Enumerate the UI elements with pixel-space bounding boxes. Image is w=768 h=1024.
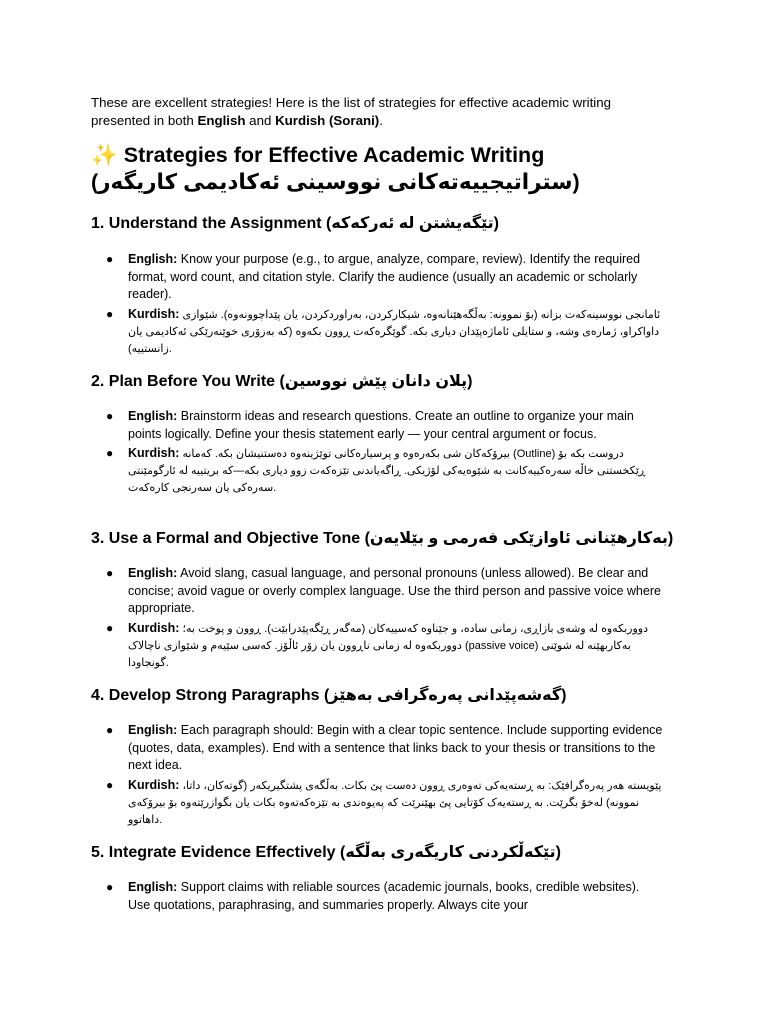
- section-3-english-item: [104, 565, 664, 618]
- title-line-kurdish: (ستراتیجییەتەکانی نووسینی ئەکادیمی کاریگەر): [91, 170, 580, 194]
- section-5-heading: 5. Integrate Evidence Effectively (تێکەڵکردنی کاریگەری بەڵگە): [91, 844, 561, 861]
- section-1-list: [104, 251, 664, 360]
- bullet-icon: ●: [106, 777, 114, 792]
- bullet-icon: ●: [106, 252, 114, 266]
- section-2-heading: 2. Plan Before You Write (پلان دانان پێش نووسین): [91, 373, 473, 390]
- sparkles-icon: ✨: [91, 143, 118, 167]
- section-4-list: [104, 722, 664, 831]
- kurdish-label: Kurdish:: [128, 777, 180, 792]
- section-5-list: [104, 879, 664, 916]
- kurdish-paragraph: [128, 777, 664, 829]
- title-line-english: [91, 142, 681, 169]
- section-1-heading: 1. Understand the Assignment (تێگەیشتن لە ئەرکەکە): [91, 215, 499, 232]
- bullet-icon: ●: [106, 880, 114, 894]
- english-label: English:: [128, 723, 178, 737]
- bullet-icon: ●: [106, 723, 114, 737]
- section-5-english-item: [104, 879, 664, 914]
- section-3-kurdish-item: [104, 620, 664, 672]
- english-label: English:: [128, 409, 178, 423]
- kurdish-text: پێویستە هەر پەرەگرافێک: بە ڕستەیەکی تەوەری ڕوون دەست پێ بکات. بەڵگەی پشتگیریکەر (گوتەکان، داتا، نموونە) لەخۆ بگرێت. بە ڕستەیەک کۆتایی پێ بهێنرێت کە پەیوەندی بە تێزەکەتەوە بکات یان بگوازرێتەوە بۆ بیرۆکەی داهاتوو.: [128, 779, 662, 826]
- english-text: Avoid slang, casual language, and personal pronouns (unless allowed). Be clear and concise; avoid vague or overly complex language. Use the third person and passive voice where appropriate.: [128, 566, 661, 615]
- kurdish-paragraph: [128, 445, 664, 497]
- bullet-icon: ●: [106, 566, 114, 580]
- kurdish-paragraph: [128, 306, 664, 358]
- kurdish-paragraph: [128, 620, 664, 672]
- section-1-english-item: [104, 251, 664, 304]
- intro-text-3: .: [379, 112, 383, 128]
- section-2-list: [104, 408, 664, 499]
- title-english-text: Strategies for Effective Academic Writing: [123, 143, 545, 167]
- section-3-heading: 3. Use a Formal and Objective Tone (بەکارهێنانی ئاوازێکی فەرمی و بێلایەن): [91, 530, 674, 547]
- section-4-english-item: [104, 722, 664, 775]
- kurdish-label: Kurdish:: [128, 306, 180, 321]
- bullet-icon: ●: [106, 620, 114, 635]
- kurdish-label: Kurdish:: [128, 620, 180, 635]
- intro-paragraph: [91, 94, 671, 129]
- english-label: English:: [128, 880, 178, 894]
- bullet-icon: ●: [106, 306, 114, 321]
- intro-kurdish-bold: Kurdish (Sorani): [275, 112, 380, 128]
- kurdish-text: ئامانجی نووسینەکەت بزانە (بۆ نموونە: بەڵگەهێنانەوە، شیکارکردن، بەراوردکردن، یان پێداچوونەوە). شێوازی داواکراو، ژمارەی وشە، و ستایلی ئاماژەپێدان دیاری بکە. گوێگرەکەت ڕوون بکەوە (کە بەزۆری خوێنەرێکی ئەکادیمی یان زانستییە).: [128, 308, 661, 355]
- section-2-kurdish-item: [104, 445, 664, 497]
- section-2-english-item: [104, 408, 664, 443]
- kurdish-label: Kurdish:: [128, 446, 180, 460]
- document-title: [91, 142, 681, 196]
- kurdish-text: بیرۆکەکان شی بکەرەوە و پرسیارەکانی توێژینەوە دەستنیشان بکە. کەمانە (Outline) دروست بکە بۆ ڕێکخستنی خاڵە سەرەکییەکانت بە شێوەیەکی لۆژیکی. ڕاگەیاندنی تێزەکەت زوو دیاری بکە—کە بریتییە لە ئارگومێنتی سەرەکی یان سەرنجی کارەکەت.: [128, 448, 646, 494]
- bullet-icon: ●: [106, 409, 114, 423]
- english-label: English:: [128, 252, 178, 266]
- kurdish-text: دووربکەوە لە وشەی بازاڕی، زمانی سادە، و جێناوە کەسییەکان (مەگەر ڕێگەپێدرابێت). ڕوون و پوخت بە؛ دووربکەوە لە زمانی ناڕوون یان زۆر ئاڵۆز. کەسی سێیەم و شێوازی ناچالاک (passive voice) بەکاربهێنە لە شوێنی گونجاودا.: [128, 622, 649, 669]
- english-text: Support claims with reliable sources (academic journals, books, credible websites). Use quotations, paraphrasing, and summaries properly. Always cite your: [128, 880, 640, 912]
- section-3-list: [104, 565, 664, 674]
- english-label: English:: [128, 566, 178, 580]
- bullet-icon: ●: [106, 446, 114, 460]
- section-4-kurdish-item: [104, 777, 664, 829]
- section-4-heading: 4. Develop Strong Paragraphs (گەشەپێدانی پەرەگرافی بەهێز): [91, 687, 567, 704]
- english-text: Each paragraph should: Begin with a clear topic sentence. Include supporting evidence (quotes, data, examples). End with a sentence that links back to your thesis or transitions to the next idea.: [128, 723, 663, 772]
- intro-text-1: These are excellent strategies! Here is the list of strategies for effective academic writing presented in both: [91, 95, 612, 128]
- intro-text-2: and: [245, 112, 276, 128]
- english-text: Know your purpose (e.g., to argue, analyze, compare, review). Identify the required format, word count, and citation style. Clarify the audience (usually an academic or scholarly reader).: [128, 252, 641, 301]
- english-text: Brainstorm ideas and research questions. Create an outline to organize your main points logically. Define your thesis statement early — your central argument or focus.: [128, 409, 634, 441]
- intro-english-bold: English: [197, 112, 246, 128]
- section-1-kurdish-item: [104, 306, 664, 358]
